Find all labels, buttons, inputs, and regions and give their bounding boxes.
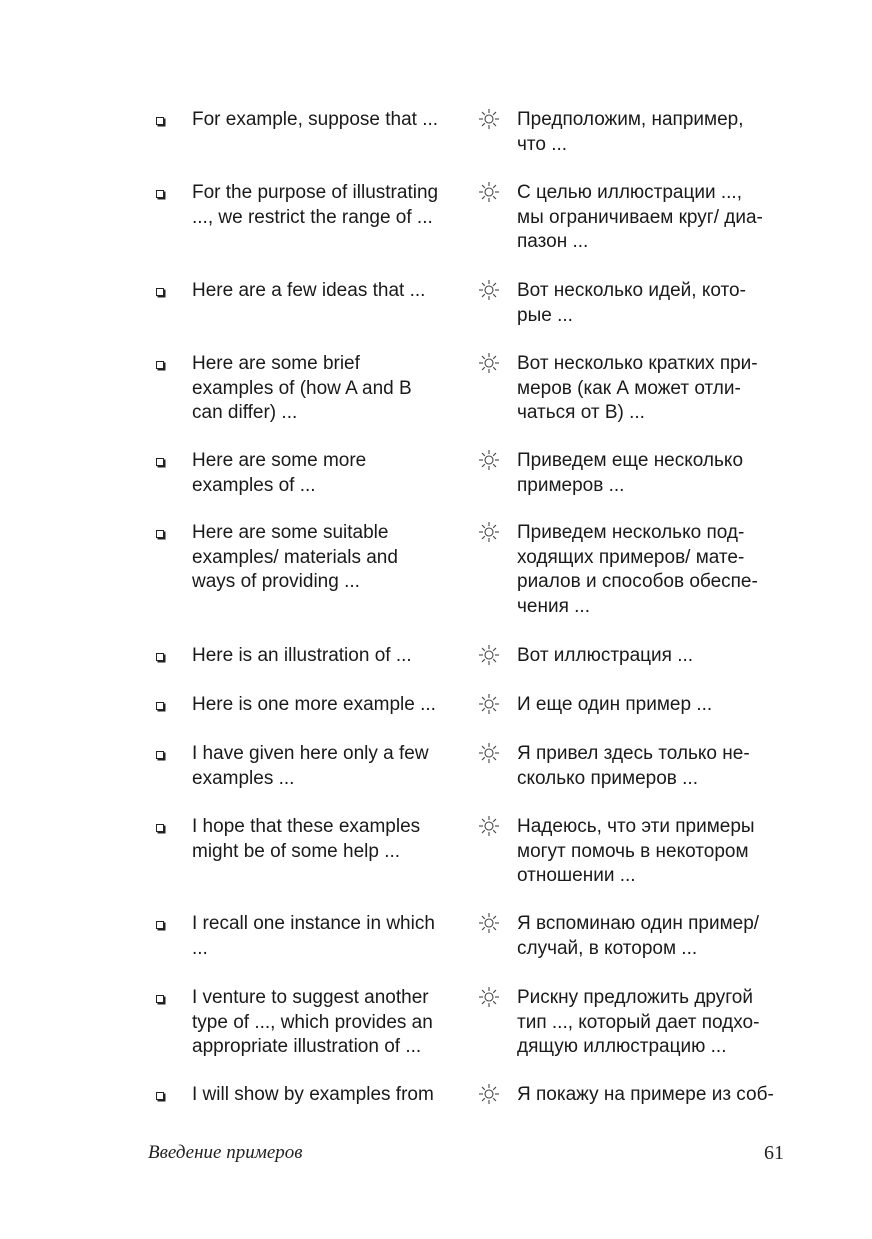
checkbox-bullet-icon <box>156 1092 164 1100</box>
english-phrase: I venture to suggest another type of ..., which provides an appropriate illustration of ... <box>192 987 433 1057</box>
sun-icon <box>478 108 500 130</box>
russian-translation: Приведем несколько под- ходящих примеров/ мате- риалов и способов обеспе- чения ... <box>517 522 758 617</box>
sun-icon <box>478 815 500 837</box>
sun-icon <box>478 693 500 715</box>
english-phrase: Here are a few ideas that ... <box>192 280 426 301</box>
russian-translation: Рискну предложить другой тип ..., который дает подхо- дящую иллюстрацию ... <box>517 987 760 1057</box>
english-phrase: For example, suppose that ... <box>192 109 439 130</box>
checkbox-bullet-icon <box>156 288 164 296</box>
sun-icon <box>478 521 500 543</box>
russian-translation: Я покажу на примере из соб- <box>517 1084 774 1105</box>
sun-icon <box>478 912 500 934</box>
russian-translation: Я вспоминаю один пример/ случай, в котором ... <box>517 913 760 959</box>
checkbox-bullet-icon <box>156 824 164 832</box>
sun-icon <box>478 181 500 203</box>
checkbox-bullet-icon <box>156 117 164 125</box>
sun-icon <box>478 644 500 666</box>
sun-icon <box>478 1083 500 1105</box>
english-phrase: I have given here only a few examples ... <box>192 743 429 789</box>
russian-translation: И еще один пример ... <box>517 694 713 715</box>
english-phrase: I recall one instance in which ... <box>192 913 435 959</box>
english-phrase: I will show by examples from <box>192 1084 434 1105</box>
page-number: 61 <box>764 1142 784 1164</box>
russian-translation: Я привел здесь только не- сколько примеров ... <box>517 743 750 789</box>
checkbox-bullet-icon <box>156 190 164 198</box>
russian-translation: Вот несколько идей, кото- рые ... <box>517 280 746 326</box>
english-phrase: Here are some more examples of ... <box>192 450 367 496</box>
english-phrase: Here are some brief examples of (how A and B can differ) ... <box>192 353 412 423</box>
checkbox-bullet-icon <box>156 458 164 466</box>
checkbox-bullet-icon <box>156 702 164 710</box>
checkbox-bullet-icon <box>156 995 164 1003</box>
russian-translation: Приведем еще несколько примеров ... <box>517 450 744 496</box>
russian-translation: Предположим, например, что ... <box>517 109 744 155</box>
sun-icon <box>478 279 500 301</box>
russian-translation: Вот иллюстрация ... <box>517 645 694 666</box>
running-footer-title: Введение примеров <box>148 1142 303 1163</box>
russian-translation: С целью иллюстрации ..., мы ограничиваем круг/ диа- пазон ... <box>517 182 763 252</box>
english-phrase: Here are some suitable examples/ materials and ways of providing ... <box>192 522 398 592</box>
russian-translation: Надеюсь, что эти примеры могут помочь в некотором отношении ... <box>517 816 755 886</box>
english-phrase: Here is an illustration of ... <box>192 645 412 666</box>
sun-icon <box>478 742 500 764</box>
english-phrase: I hope that these examples might be of some help ... <box>192 816 421 862</box>
checkbox-bullet-icon <box>156 921 164 929</box>
russian-translation: Вот несколько кратких при- меров (как А может отли- чаться от В) ... <box>517 353 758 423</box>
checkbox-bullet-icon <box>156 361 164 369</box>
checkbox-bullet-icon <box>156 530 164 538</box>
sun-icon <box>478 352 500 374</box>
english-phrase: Here is one more example ... <box>192 694 436 715</box>
checkbox-bullet-icon <box>156 751 164 759</box>
sun-icon <box>478 449 500 471</box>
sun-icon <box>478 986 500 1008</box>
english-phrase: For the purpose of illustrating ..., we restrict the range of ... <box>192 182 439 228</box>
checkbox-bullet-icon <box>156 653 164 661</box>
